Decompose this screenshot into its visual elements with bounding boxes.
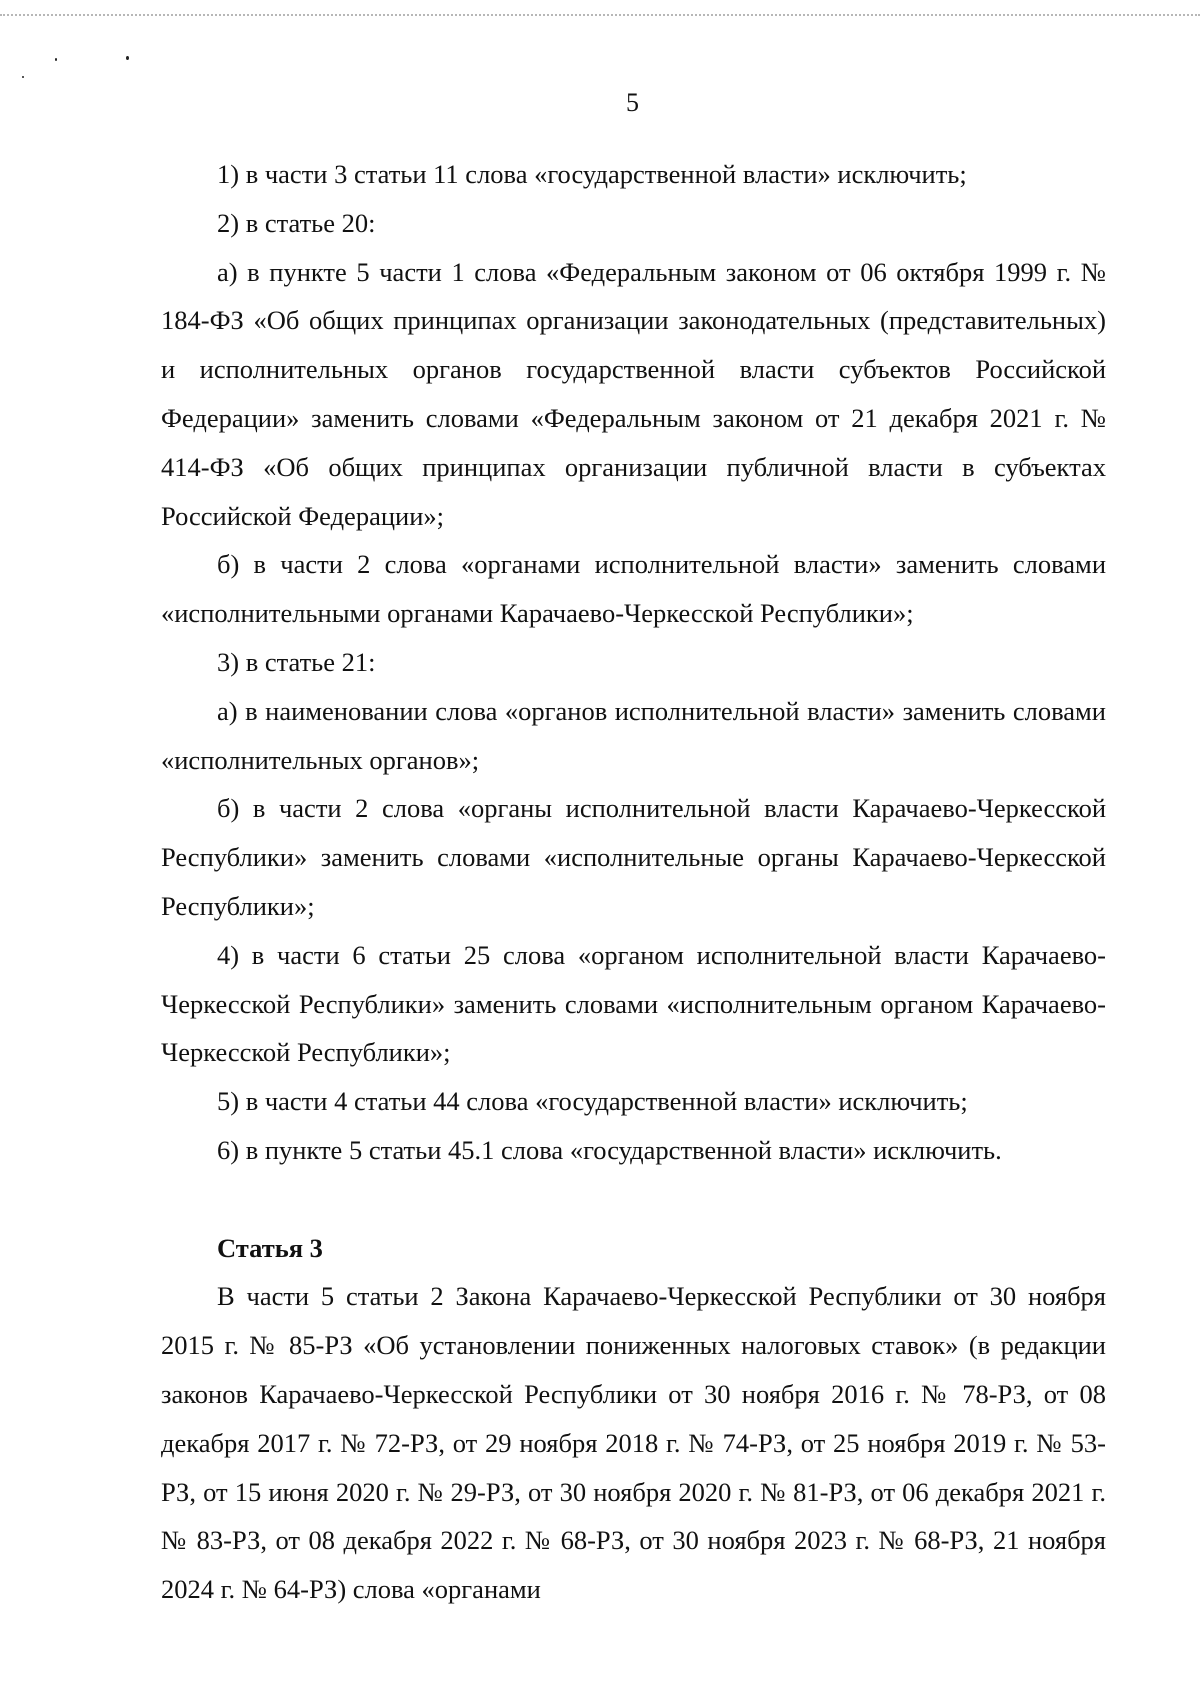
article-heading: Статья 3 xyxy=(217,1232,323,1263)
scan-speck xyxy=(22,76,24,78)
article-paragraph: В части 5 статьи 2 Закона Карачаево-Черкесской Республики от 30 ноября 2015 г. № 85-РЗ «Об установлении пониженных налоговых ставок» (в редакции законов Карачаево-Черкесской Республики от 30 ноября 2016 г. № 78-РЗ, от 08 декабря 2017 г. № 72-РЗ, от 29 ноября 2018 г. № 74-РЗ, от 25 ноября 2019 г. № 53-РЗ, от 15 июня 2020 г. № 29-РЗ, от 30 ноября 2020 г. № 81-РЗ, от 06 декабря 2021 г. № 83-РЗ, от 08 декабря 2022 г. № 68-РЗ, от 30 ноября 2023 г. № 68-РЗ, 21 ноября 2024 г. № 64-РЗ) слова «органами xyxy=(161,1281,1106,1605)
paragraph: а) в наименовании слова «органов исполнительной власти» заменить словами «исполнительных органов»; xyxy=(161,695,1106,775)
paragraph: 6) в пункте 5 статьи 45.1 слова «государственной власти» исключить. xyxy=(217,1134,1002,1165)
page-number: 5 xyxy=(626,88,639,117)
scan-speck xyxy=(126,56,129,60)
paragraph: 5) в части 4 статьи 44 слова «государственной власти» исключить; xyxy=(217,1086,968,1117)
paragraph: 1) в части 3 статьи 11 слова «государственной власти» исключить; xyxy=(217,159,967,189)
paragraph: 4) в части 6 статьи 25 слова «органом исполнительной власти Карачаево-Черкесской Республики» заменить словами «исполнительным органом Карачаево-Черкесской Республики»; xyxy=(161,939,1106,1068)
document-body xyxy=(161,150,1106,1614)
paragraph: б) в части 2 слова «органы исполнительной власти Карачаево-Черкесской Республики» заменить словами «исполнительные органы Карачаево-Черкесской Республики»; xyxy=(161,793,1106,921)
scan-edge-artifact xyxy=(0,14,1200,16)
paragraph: 3) в статье 21: xyxy=(217,646,376,677)
paragraph: 2) в статье 20: xyxy=(217,207,376,238)
paragraph: б) в части 2 слова «органами исполнительной власти» заменить словами «исполнительными органами Карачаево-Черкесской Республики»; xyxy=(161,549,1106,629)
scan-speck xyxy=(55,58,57,61)
paragraph: а) в пункте 5 части 1 слова «Федеральным законом от 06 октября 1999 г. № 184-ФЗ «Об общих принципах организации законодательных (представительных) и исполнительных органов государственной власти субъектов Российской Федерации» заменить словами «Федеральным законом от 21 декабря 2021 г. № 414-ФЗ «Об общих принципах организации публичной власти в субъектах Российской Федерации»; xyxy=(161,256,1106,531)
